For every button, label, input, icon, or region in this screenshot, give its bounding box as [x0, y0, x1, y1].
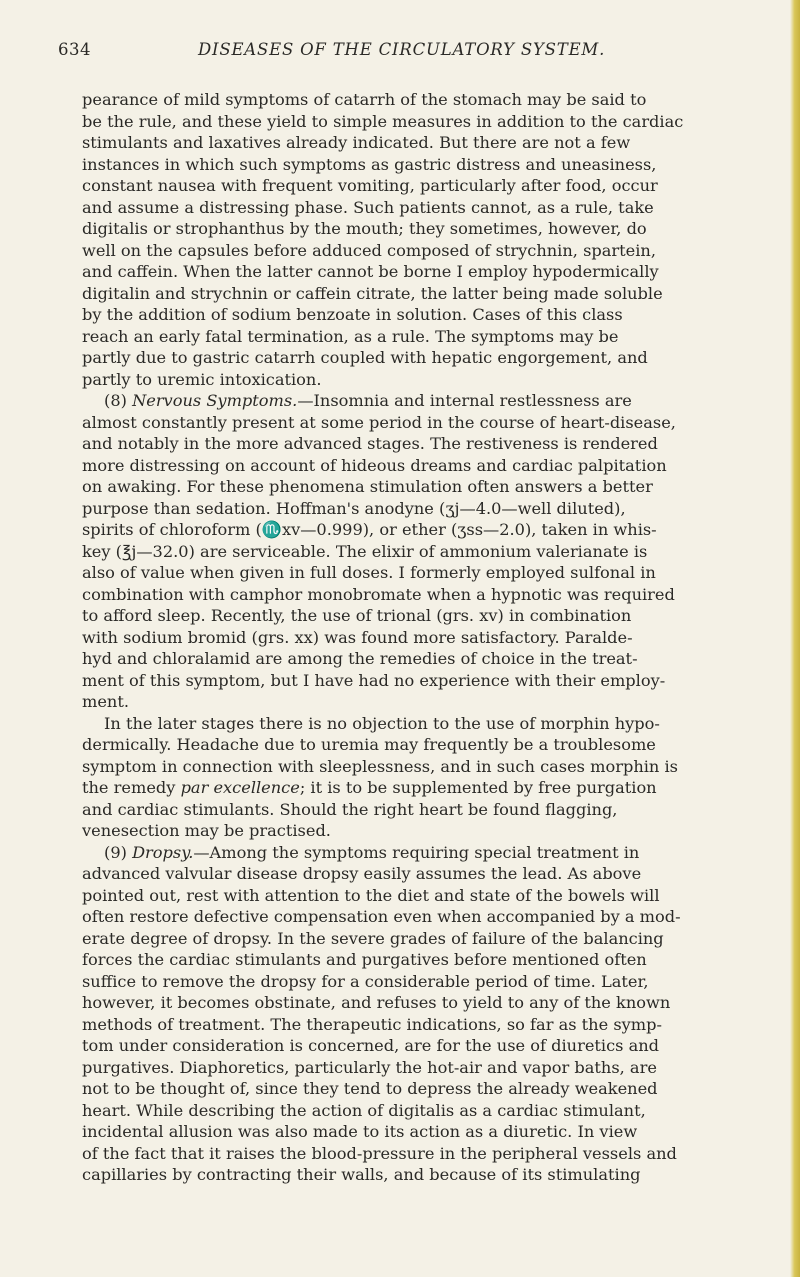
text-line: suffice to remove the dropsy for a considerable period of time. Later,: [82, 971, 649, 991]
page-number: 634: [58, 40, 91, 59]
text-line: partly due to gastric catarrh coupled with hepatic engorgement, and: [82, 348, 648, 367]
text-line: and assume a distressing phase. Such patients cannot, as a rule, take: [82, 197, 654, 217]
text-line: constant nausea with frequent vomiting, particularly after food, occur: [82, 176, 658, 195]
text-line: venesection may be practised.: [82, 821, 331, 840]
text-line: and caffein. When the latter cannot be borne I employ hypodermically: [82, 262, 659, 281]
text-line: tom under consideration is concerned, are for the use of diuretics and: [82, 1036, 660, 1055]
text-line: pointed out, rest with attention to the diet and state of the bowels will: [82, 885, 660, 905]
text-line: also of value when given in full doses. I formerly employed sulfonal in: [82, 563, 656, 582]
text-line: In the later stages there is no objection to the use of morphin hypo-: [104, 713, 660, 733]
text-line: and cardiac stimulants. Should the right heart be found flagging,: [82, 799, 618, 819]
text-line: methods of treatment. The therapeutic indications, so far as the symp-: [82, 1014, 662, 1034]
text-line: pearance of mild symptoms of catarrh of the stomach may be said to: [82, 90, 647, 109]
running-header: [58, 40, 718, 68]
text-line: incidental allusion was also made to its action as a diuretic. In view: [82, 1122, 638, 1141]
text-line: digitalin and strychnin or caffein citrate, the latter being made soluble: [82, 283, 663, 303]
text-line: advanced valvular disease dropsy easily assumes the lead. As above: [82, 864, 642, 883]
text-line: by the addition of sodium benzoate in solution. Cases of this class: [82, 305, 623, 324]
text-line: heart. While describing the action of digitalis as a cardiac stimulant,: [82, 1100, 646, 1120]
text-line: on awaking. For these phenomena stimulation often answers a better: [82, 477, 653, 496]
page-edge: [790, 0, 800, 1277]
text-line: (9) Dropsy.—Among the symptoms requiring special treatment in: [104, 842, 640, 862]
text-line: digitalis or strophanthus by the mouth; they sometimes, however, do: [82, 219, 647, 238]
text-line: to afford sleep. Recently, the use of trional (grs. xv) in combination: [82, 606, 632, 625]
text-line: the remedy par excellence; it is to be supplemented by free purgation: [82, 778, 657, 797]
text-line: erate degree of dropsy. In the severe grades of failure of the balancing: [82, 928, 664, 948]
text-line: be the rule, and these yield to simple measures in addition to the cardiac: [82, 111, 684, 131]
text-line: purgatives. Diaphoretics, particularly the hot-air and vapor baths, are: [82, 1057, 657, 1077]
text-line: with sodium bromid (grs. xx) was found more satisfactory. Paralde-: [82, 627, 633, 647]
text-line: spirits of chloroform (♏xv—0.999), or ether (ʒss—2.0), taken in whis-: [82, 520, 657, 539]
text-line: combination with camphor monobromate when a hypnotic was required: [82, 584, 675, 604]
text-line: more distressing on account of hideous dreams and cardiac palpitation: [82, 455, 667, 475]
text-line: ment of this symptom, but I have had no experience with their employ-: [82, 670, 666, 690]
text-line: well on the capsules before adduced composed of strychnin, spartein,: [82, 240, 656, 260]
text-line: of the fact that it raises the blood-pressure in the peripheral vessels and: [82, 1143, 677, 1163]
text-line: partly to uremic intoxication.: [82, 369, 322, 389]
text-line: purpose than sedation. Hoffman's anodyne (ʒj—4.0—well diluted),: [82, 498, 626, 518]
text-line: not to be thought of, since they tend to depress the already weakened: [82, 1079, 658, 1098]
text-line: ment.: [82, 692, 130, 711]
text-line: hyd and chloralamid are among the remedies of choice in the treat-: [82, 649, 638, 668]
running-title: DISEASES OF THE CIRCULATORY SYSTEM.: [198, 40, 606, 59]
text-line: often restore defective compensation even when accompanied by a mod-: [82, 907, 681, 926]
text-line: reach an early fatal termination, as a rule. The symptoms may be: [82, 326, 619, 346]
text-line: almost constantly present at some period in the course of heart-disease,: [82, 412, 676, 432]
text-line: dermically. Headache due to uremia may frequently be a troublesome: [82, 735, 656, 754]
text-line: instances in which such symptoms as gastric distress and uneasiness,: [82, 154, 657, 174]
body-text: [82, 89, 742, 1186]
text-line: however, it becomes obstinate, and refuses to yield to any of the known: [82, 993, 671, 1012]
text-line: stimulants and laxatives already indicated. But there are not a few: [82, 133, 631, 152]
text-line: key (℥j—32.0) are serviceable. The elixir of ammonium valerianate is: [82, 541, 648, 561]
text-line: (8) Nervous Symptoms.—Insomnia and internal restlessness are: [104, 391, 632, 410]
text-line: capillaries by contracting their walls, and because of its stimulating: [82, 1165, 641, 1184]
text-line: symptom in connection with sleeplessness, and in such cases morphin is: [82, 756, 678, 776]
text-line: forces the cardiac stimulants and purgatives before mentioned often: [82, 950, 647, 969]
text-line: and notably in the more advanced stages. The restiveness is rendered: [82, 434, 658, 453]
